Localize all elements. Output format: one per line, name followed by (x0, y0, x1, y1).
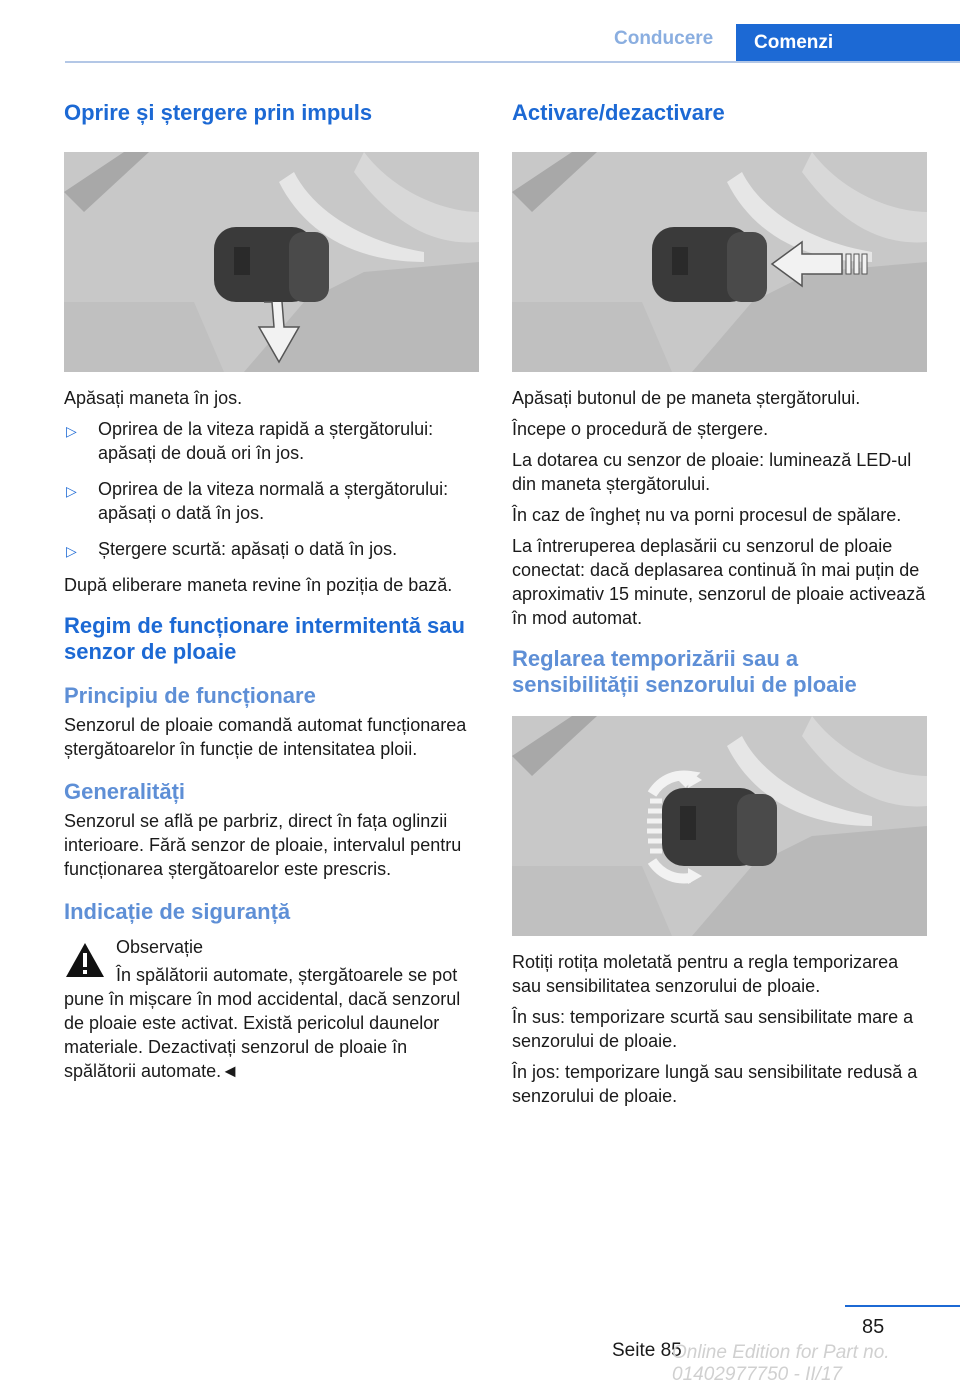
warning-block (64, 935, 482, 999)
list-item: ▷ Oprirea de la viteza rapidă a ștergătorului: apăsați de două ori în jos. (66, 419, 434, 463)
section-title-sensitivity: Reglarea temporizării sau a sensibilității senzorului de ploaie (512, 646, 857, 697)
text-interruption: La întreruperea deplasării cu senzorul de ploaie conectat: dacă deplasarea continuă în mai puțin de aproximativ 15 minute, senzorul de ploaie activează în mod automat. (512, 536, 926, 628)
warning-triangle-icon (64, 941, 106, 984)
text-down: În jos: temporizare lungă sau sensibilitate redusă a senzorului de ploaie. (512, 1062, 918, 1106)
section-title-activation: Activare/dezactivare (512, 100, 725, 125)
text-wipe-starts: Începe o procedură de ștergere. (512, 419, 769, 439)
text-press-lever: Apăsați maneta în jos. (64, 388, 243, 408)
thumbwheel-illustration (512, 716, 927, 936)
warning-title: Observație (116, 937, 204, 957)
watermark: Online Edition for Part no. 01402977750 - II/17 (672, 1342, 890, 1385)
subheading-principle: Principiu de funcționare (64, 683, 316, 708)
subheading-safety: Indicație de siguranță (64, 899, 291, 924)
header-divider (65, 61, 960, 63)
text-led: La dotarea cu senzor de ploaie: luminează LED-ul din maneta ștergătorului. (512, 450, 912, 494)
figure-lever-push-button (512, 152, 927, 372)
left-column (64, 100, 482, 1090)
page-number: 85 (862, 1316, 885, 1338)
section-title-intermittent: Regim de funcționare intermitentă sau senzor de ploaie (64, 613, 465, 664)
lever-button-illustration (512, 152, 927, 372)
lever-down-illustration (64, 152, 479, 372)
right-column (512, 100, 930, 1115)
text-frost: În caz de îngheț nu va porni procesul de spălare. (512, 505, 902, 525)
list-item: ▷ Ștergere scurtă: apăsați o dată în jos. (64, 537, 482, 561)
text-rotate-wheel: Rotiți rotița moletată pentru a regla temporizarea sau sensibilitatea senzorului de ploaie. (512, 952, 899, 996)
footer-edition: Seite 85 (612, 1340, 682, 1361)
triangle-right-icon: ▷ (66, 543, 77, 559)
tab-comenzi[interactable]: Comenzi (736, 24, 960, 62)
figure-lever-push-down (64, 152, 479, 372)
warning-text: În spălătorii automate, ștergătoarele se pot pune în mișcare în mod accidental, dacă senzorul de ploaie este activat. Există pericolul daunelor materiale. Dezactivați senzorul de ploaie în spălătorii automate.◄ (64, 965, 461, 1081)
text-press-button: Apăsați butonul de pe maneta ștergătorului. (512, 388, 861, 408)
subheading-general: Generalități (64, 779, 186, 804)
tab-conducere[interactable]: Conducere (614, 28, 714, 49)
triangle-right-icon: ▷ (66, 483, 77, 499)
list-item: ▷ Oprirea de la viteza normală a ștergătorului: apăsați o dată în jos. (66, 479, 449, 523)
text-up: În sus: temporizare scurtă sau sensibilitate mare a senzorului de ploaie. (512, 1007, 914, 1051)
page-header (0, 0, 960, 62)
text-return-position: După eliberare maneta revine în poziția de bază. (64, 575, 453, 595)
section-title-impulse-wipe: Oprire și ștergere prin impuls (64, 100, 373, 125)
footer-divider (845, 1305, 960, 1307)
triangle-right-icon: ▷ (66, 423, 77, 439)
figure-thumbwheel (512, 716, 927, 936)
bullet-list-stop (64, 417, 482, 561)
text-general: Senzorul se află pe parbriz, direct în fața oglinzii interioare. Fără senzor de ploaie, intervalul pentru funcționarea ștergătoarelor este prescris. (64, 811, 462, 879)
text-principle: Senzorul de ploaie comandă automat funcționarea ștergătoarelor în funcție de intensitatea ploii. (64, 715, 467, 759)
